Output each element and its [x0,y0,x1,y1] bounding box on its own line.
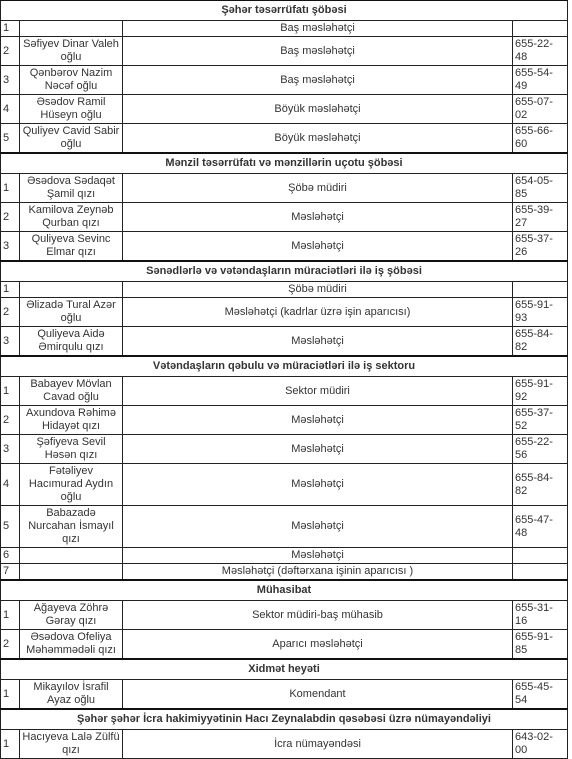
section-title: Şəhər şəhər İcra hakimiyyətinin Hacı Zeynalabdin qəsəbəsi üzrə nümayəndəliyi [1,709,568,730]
employee-position: Aparıcı məsləhətçi [123,630,513,660]
employee-phone: 655-66-60 [512,124,567,154]
table-row [1,174,568,203]
row-number: 1 [1,730,20,759]
table-row [1,630,568,660]
employee-name: Qənbərov Nazim Nəcəf oğlu [20,66,123,95]
section-header [1,0,568,21]
employee-name: Quliyev Cavid Sabir oğlu [20,124,123,154]
employee-position: Məsləhətçi (kadrlar üzrə işin aparıcısı) [123,298,513,327]
section-header [1,580,568,601]
employee-name: Əlizadə Tural Azər oğlu [20,298,123,327]
table-row [1,124,568,154]
row-number: 1 [1,282,20,298]
row-number: 1 [1,174,20,203]
employee-phone: 655-39-27 [512,203,567,232]
employee-name: Babazadə Nurcahan İsmayıl qızı [20,506,123,548]
employee-position: Məsləhətçi [123,203,513,232]
employee-position: İcra nümayəndəsi [123,730,513,759]
table-row [1,203,568,232]
table-row [1,506,568,548]
row-number: 3 [1,66,20,95]
row-number: 7 [1,564,20,581]
section-title: Mühasibat [1,580,568,601]
employee-position: Sektor müdiri-baş mühasib [123,601,513,630]
employee-name [20,21,123,37]
table-row [1,37,568,66]
employee-phone: 655-22-48 [512,37,567,66]
row-number: 1 [1,680,20,710]
employee-phone: 655-91-93 [512,298,567,327]
row-number: 2 [1,406,20,435]
table-row [1,680,568,710]
employee-phone [512,21,567,37]
employee-phone: 655-91-92 [512,377,567,406]
row-number: 6 [1,548,20,564]
employee-phone: 655-91-85 [512,630,567,660]
row-number: 2 [1,37,20,66]
employee-name [20,282,123,298]
section-title: Vətəndaşların qəbulu və müraciətləri ilə iş sektoru [1,356,568,377]
employee-name: Əsədov Ramil Hüseyn oğlu [20,95,123,124]
employee-position: Məsləhətçi [123,464,513,506]
employee-phone: 655-37-52 [512,406,567,435]
employee-position: Məsləhətçi (dəftərxana işinin aparıcısı ) [123,564,513,581]
employee-phone: 655-45-54 [512,680,567,710]
row-number: 5 [1,506,20,548]
row-number: 4 [1,464,20,506]
table-row [1,548,568,564]
employee-name: Axundova Rəhimə Hidayət qızı [20,406,123,435]
employee-phone: 655-37-26 [512,232,567,262]
employee-phone: 655-22-56 [512,435,567,464]
employee-name: Kamilova Zeynəb Qurban qızı [20,203,123,232]
employee-name: Quliyeva Aidə Əmirqulu qızı [20,327,123,357]
employee-name: Ağayeva Zöhrə Gəray qızı [20,601,123,630]
employee-name: Fətəliyev Hacımurad Aydın oğlu [20,464,123,506]
employee-name: Əsədova Ofeliya Məhəmmədəli qızı [20,630,123,660]
section-title: Şəhər təsərrüfatı şöbəsi [1,0,568,21]
table-row [1,406,568,435]
employee-position: Komendant [123,680,513,710]
employee-phone [512,548,567,564]
employee-position: Məsləhətçi [123,327,513,357]
employee-phone: 655-84-82 [512,464,567,506]
table-row [1,95,568,124]
section-title: Mənzil təsərrüfatı və mənzillərin uçotu şöbəsi [1,153,568,174]
employee-position: Baş məsləhətçi [123,21,513,37]
section-title: Xidmət heyəti [1,659,568,680]
employee-phone: 655-07-02 [512,95,567,124]
staff-table-body [1,0,568,759]
row-number: 1 [1,601,20,630]
employee-position: Məsləhətçi [123,435,513,464]
employee-phone [512,282,567,298]
employee-position: Məsləhətçi [123,232,513,262]
table-row [1,298,568,327]
table-row [1,66,568,95]
section-header [1,261,568,282]
employee-position: Şöbə müdiri [123,282,513,298]
table-row [1,282,568,298]
table-row [1,377,568,406]
row-number: 1 [1,21,20,37]
employee-position: Böyük məsləhətçi [123,124,513,154]
table-row [1,601,568,630]
section-title: Sənədlərlə və vətəndaşların müraciətləri ilə iş şöbəsi [1,261,568,282]
table-row [1,232,568,262]
employee-name: Mikayılov İsrafil Ayaz oğlu [20,680,123,710]
table-row [1,327,568,357]
row-number: 2 [1,630,20,660]
row-number: 4 [1,95,20,124]
employee-name [20,564,123,581]
row-number: 2 [1,298,20,327]
employee-position: Sektor müdiri [123,377,513,406]
employee-phone: 654-05-85 [512,174,567,203]
table-row [1,21,568,37]
employee-phone: 655-31-16 [512,601,567,630]
section-header [1,659,568,680]
employee-name [20,548,123,564]
employee-name: Babayev Mövlan Cavad oğlu [20,377,123,406]
employee-position: Məsləhətçi [123,506,513,548]
employee-name: Quliyeva Sevinc Elmar qızı [20,232,123,262]
row-number: 5 [1,124,20,154]
employee-phone: 655-84-82 [512,327,567,357]
section-header [1,356,568,377]
employee-phone: 655-54-49 [512,66,567,95]
row-number: 3 [1,435,20,464]
table-row [1,564,568,581]
table-row [1,730,568,759]
employee-name: Səfiyev Dinar Valeh oğlu [20,37,123,66]
employee-name: Şəfiyeva Sevil Həsən qızı [20,435,123,464]
employee-position: Baş məsləhətçi [123,66,513,95]
table-row [1,435,568,464]
section-header [1,709,568,730]
employee-position: Şöbə müdiri [123,174,513,203]
employee-name: Əsədova Sədaqət Şamil qızı [20,174,123,203]
employee-name: Hacıyeva Lalə Zülfü qızı [20,730,123,759]
employee-position: Baş məsləhətçi [123,37,513,66]
employee-phone: 643-02-00 [512,730,567,759]
employee-phone [512,564,567,581]
section-header [1,153,568,174]
employee-phone: 655-47-48 [512,506,567,548]
employee-position: Məsləhətçi [123,406,513,435]
row-number: 2 [1,203,20,232]
table-row [1,464,568,506]
row-number: 1 [1,377,20,406]
row-number: 3 [1,232,20,262]
row-number: 3 [1,327,20,357]
employee-position: Məsləhətçi [123,548,513,564]
employee-position: Böyük məsləhətçi [123,95,513,124]
